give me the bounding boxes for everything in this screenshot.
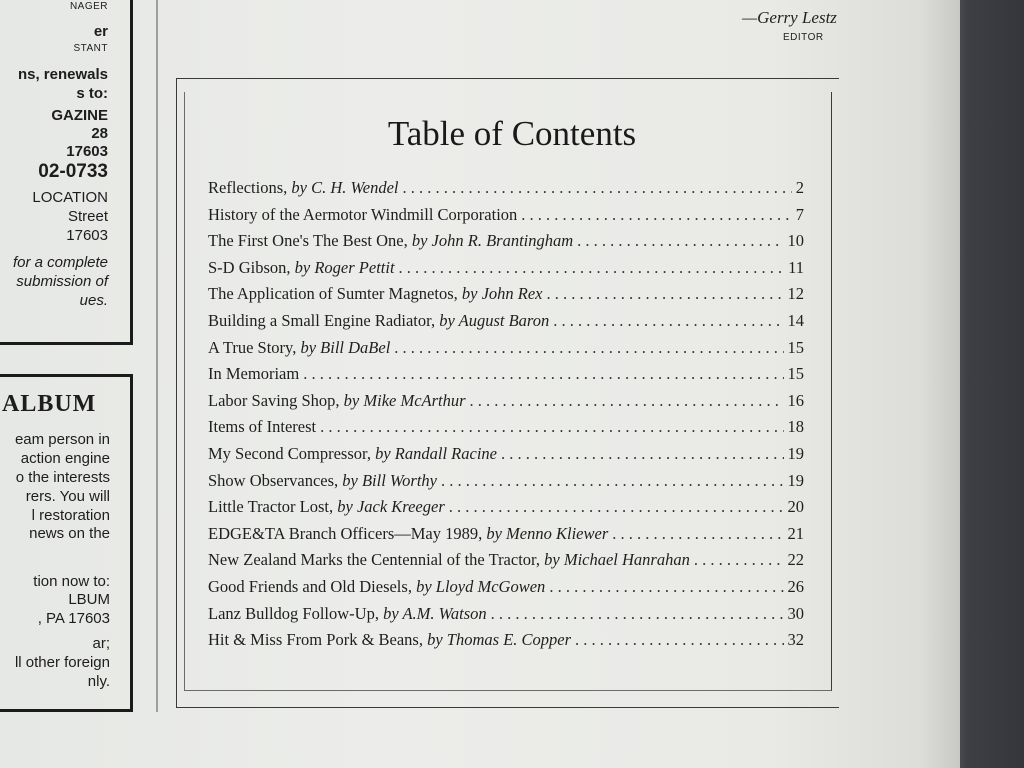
toc-entry-title: Lanz Bulldog Follow-Up,: [208, 603, 379, 623]
sidebar-text-line: LOCATION: [32, 189, 108, 206]
toc-entry-page: 11: [788, 257, 804, 277]
toc-entry-page: 32: [787, 630, 804, 650]
sidebar-text-line: ns, renewals: [17, 66, 108, 83]
editor-signature: —Gerry Lestz: [742, 8, 837, 27]
album-text-line: action engine: [20, 450, 110, 467]
toc-entry-author: by Roger Pettit: [294, 257, 395, 277]
toc-entry: [208, 630, 804, 657]
sidebar-text-line: s to:: [76, 85, 108, 102]
toc-leader-dots: [470, 391, 784, 411]
sidebar-text-line: 17603: [66, 143, 108, 160]
album-text-line: ll other foreign: [14, 654, 110, 671]
album-text-line: l restoration: [31, 507, 110, 524]
toc-entry: [208, 524, 804, 551]
toc-entry-title: The Application of Sumter Magnetos,: [208, 284, 458, 304]
toc-entry-title: S-D Gibson,: [208, 257, 291, 277]
toc-leader-dots: [575, 630, 783, 650]
toc-leader-dots: [320, 417, 783, 437]
toc-entry-page: 21: [787, 523, 804, 543]
toc-entry-page: 19: [787, 443, 804, 463]
toc-leader-dots: [403, 178, 792, 198]
toc-entry: [208, 338, 804, 365]
sidebar-text-line: er: [93, 23, 108, 40]
sidebar-text-line: STANT: [73, 43, 108, 54]
toc-entry-page: 7: [795, 204, 804, 224]
toc-entry-author: by Mike McArthur: [343, 390, 466, 410]
toc-entry-author: by Randall Racine: [375, 443, 497, 463]
toc-entry-title: History of the Aermotor Windmill Corporation: [208, 204, 518, 224]
toc-leader-dots: [501, 444, 784, 464]
toc-entry: [208, 471, 804, 498]
toc-entry: [208, 444, 804, 471]
toc-entry-author: by August Baron: [439, 310, 550, 330]
toc-entry-author: by Thomas E. Copper: [427, 630, 572, 650]
toc-entry-title: Reflections,: [208, 178, 288, 197]
sidebar-text-line: GAZINE: [51, 107, 108, 124]
album-text-line: eam person in: [14, 431, 110, 448]
toc-entry: [208, 417, 804, 444]
toc-entry-author: by Menno Kliewer: [486, 523, 609, 543]
album-info-box: [0, 374, 133, 712]
toc-entry: [208, 364, 804, 391]
toc-entry-page: 10: [787, 231, 804, 251]
album-text-line: nly.: [87, 673, 110, 690]
toc-leader-dots: [491, 604, 784, 624]
toc-heading-text: Table of Contents: [387, 114, 637, 153]
sidebar-text-line: for a complete: [12, 254, 108, 271]
album-text-line: ar;: [92, 635, 110, 652]
toc-entry: [208, 178, 804, 205]
toc-entry-page: 22: [787, 550, 804, 570]
toc-entry-author: by Lloyd McGowen: [416, 576, 546, 596]
toc-entry-author: by Jack Kreeger: [337, 497, 445, 517]
sidebar-text-line: NAGER: [69, 1, 108, 12]
toc-entry-page: 2: [795, 178, 804, 197]
album-text-line: rers. You will: [25, 488, 110, 505]
toc-entry-page: 16: [787, 390, 804, 410]
toc-entry: [208, 205, 804, 232]
toc-entry-author: by John Rex: [461, 284, 543, 304]
toc-entry-page: 15: [787, 364, 804, 384]
toc-entry-author: by John R. Brantingham: [411, 231, 574, 251]
toc-entry: [208, 550, 804, 577]
toc-entry-author: by Bill DaBel: [300, 337, 391, 357]
editor-title: EDITOR: [783, 32, 824, 43]
toc-entry-title: Building a Small Engine Radiator,: [208, 310, 436, 330]
toc-entry-page: 30: [787, 603, 804, 623]
toc-leader-dots: [521, 205, 791, 225]
toc-entry: [208, 497, 804, 524]
toc-entry-title: In Memoriam: [208, 364, 300, 384]
toc-list: [208, 178, 804, 657]
sidebar-text-line: 02-0733: [38, 161, 108, 182]
toc-leader-dots: [394, 338, 783, 358]
album-text-line: o the interests: [15, 469, 110, 486]
sidebar-text-line: submission of: [16, 273, 108, 290]
toc-entry-title: New Zealand Marks the Centennial of the Tractor,: [208, 550, 540, 570]
toc-entry-author: by Bill Worthy: [342, 470, 437, 490]
toc-entry-page: 18: [787, 417, 804, 437]
toc-entry-author: by A.M. Watson: [383, 603, 487, 623]
toc-entry: [208, 391, 804, 418]
toc-entry-title: Hit & Miss From Pork & Beans,: [208, 630, 423, 650]
toc-leader-dots: [399, 258, 785, 278]
album-text-line: news on the: [29, 525, 110, 542]
toc-entry: [208, 258, 804, 285]
toc-heading: [0, 114, 1024, 154]
toc-leader-dots: [549, 577, 783, 597]
toc-entry-page: 14: [787, 310, 804, 330]
sidebar-text-line: ues.: [79, 292, 108, 309]
toc-entry-page: 15: [787, 337, 804, 357]
toc-entry-page: 19: [787, 470, 804, 490]
toc-entry: [208, 231, 804, 258]
toc-entry-author: by Michael Hanrahan: [544, 550, 690, 570]
toc-entry-title: Good Friends and Old Diesels,: [208, 576, 412, 596]
toc-leader-dots: [553, 311, 783, 331]
toc-entry: [208, 311, 804, 338]
toc-entry: [208, 604, 804, 631]
toc-entry-title: Little Tractor Lost,: [208, 497, 334, 517]
toc-entry: [208, 284, 804, 311]
toc-leader-dots: [441, 471, 784, 491]
toc-entry-page: 26: [787, 576, 804, 596]
sidebar-text-line: 28: [91, 125, 108, 142]
toc-entry-title: Show Observances,: [208, 470, 339, 490]
toc-entry-title: The First One's The Best One,: [208, 231, 408, 251]
toc-entry-title: EDGE&TA Branch Officers—May 1989,: [208, 523, 483, 543]
album-heading: ALBUM: [2, 391, 97, 417]
toc-entry-page: 12: [787, 284, 804, 304]
toc-leader-dots: [449, 497, 784, 517]
toc-entry-author: by C. H. Wendel: [291, 178, 399, 197]
subscription-info-box: [0, 0, 133, 345]
toc-entry-title: Items of Interest: [208, 417, 317, 437]
toc-entry-title: My Second Compressor,: [208, 443, 371, 463]
sidebar-text-line: 17603: [66, 227, 108, 244]
toc-leader-dots: [577, 231, 783, 251]
toc-leader-dots: [547, 284, 784, 304]
toc-entry-title: Labor Saving Shop,: [208, 390, 340, 410]
sidebar-text-line: Street: [67, 208, 108, 225]
album-text-line: , PA 17603: [37, 610, 110, 627]
toc-leader-dots: [303, 364, 783, 384]
album-text-line: tion now to:: [33, 573, 110, 590]
toc-entry: [208, 577, 804, 604]
toc-leader-dots: [612, 524, 783, 544]
toc-leader-dots: [694, 550, 784, 570]
toc-entry-title: A True Story,: [208, 337, 297, 357]
album-text-line: LBUM: [68, 591, 110, 608]
toc-entry-page: 20: [787, 497, 804, 517]
column-divider: [156, 0, 158, 712]
